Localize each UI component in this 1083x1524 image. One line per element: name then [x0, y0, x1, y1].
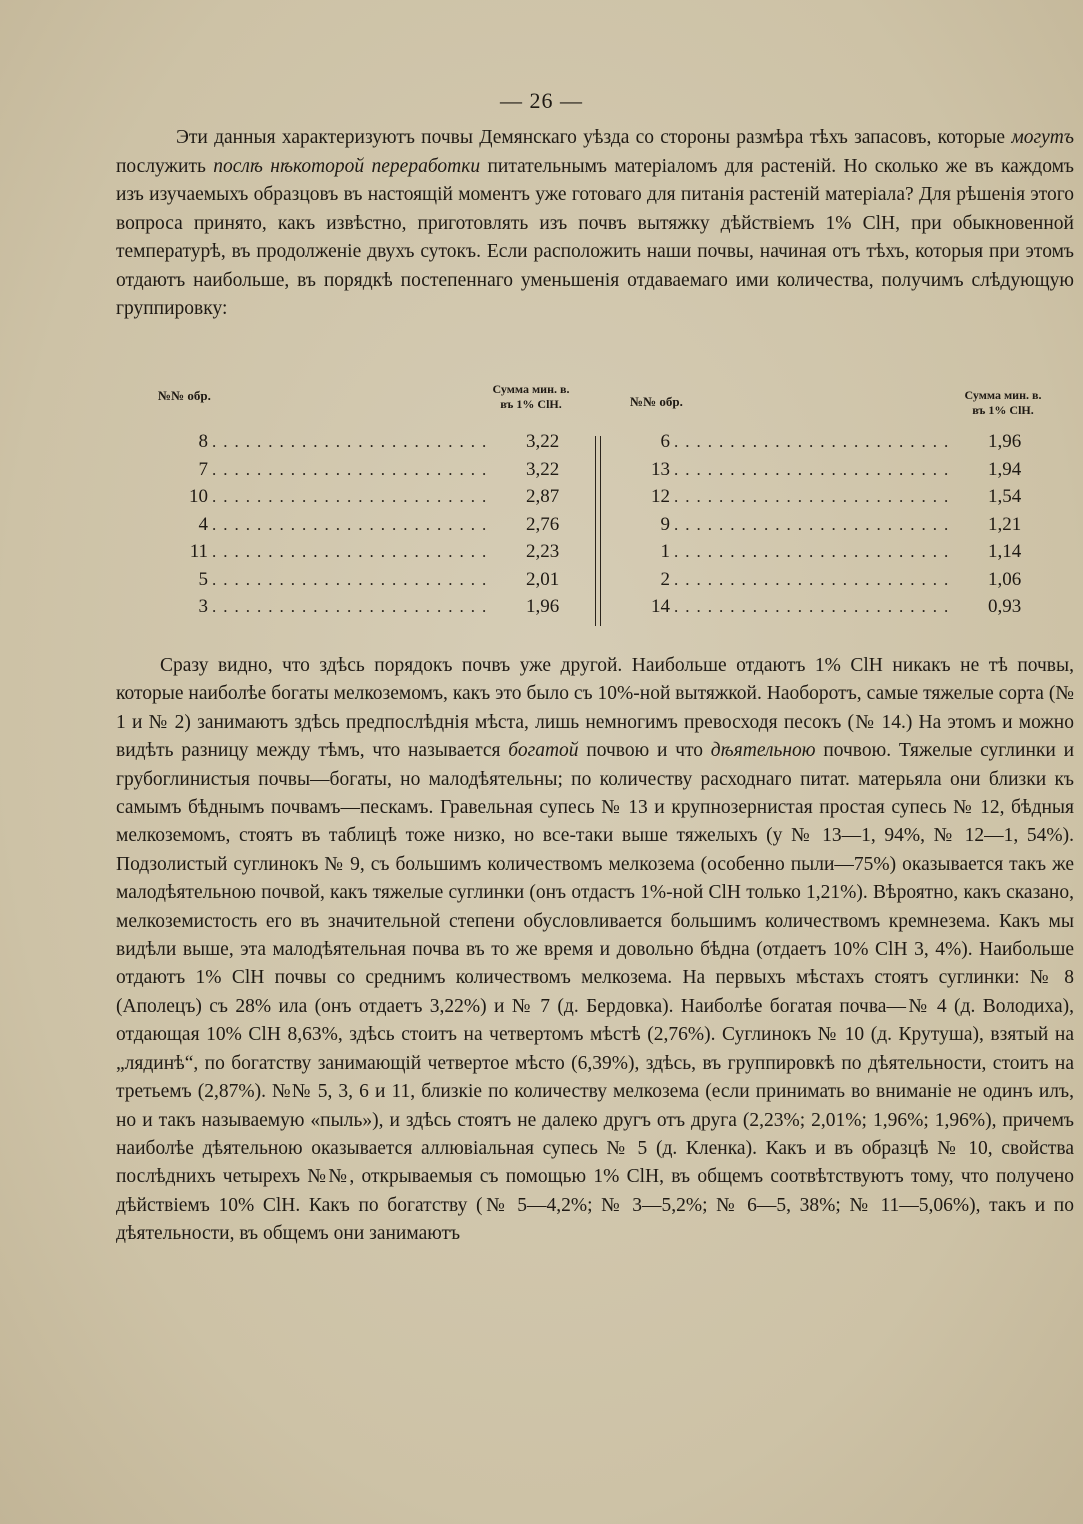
body-text-3: почвою. Тяжелые суглинки и грубоглинистыя почвы—богаты, но малодѣятельны; по количеству расходнаго питат. матерьяла они близки къ самымъ бѣднымъ почвамъ—пескамъ. Гравельная супесь № 13 и крупнозернистая простая супесь № 12, бѣдныя мелкоземомъ, стоятъ въ таблицѣ тоже низко, но все-таки выше тяжелыхъ (у № 13—1, 94%, № 12—1, 54%). Подзолистый суглинокъ № 9, съ большимъ количествомъ мелкозема (особенно пыли—75%) оказывается такъ же малодѣятельною почвой, какъ тяжелые суглинки (онъ отдастъ 1%-ной СlН только 1,21%). Вѣроятно, какъ сказано, мелкоземистость его въ значительной степени обусловливается большимъ количествомъ кремнезема. Какъ мы видѣли выше, эта малодѣятельная почва въ то же время и довольно бѣдна (отдаетъ 10% СlН 3, 4%). Наибольше отдаютъ 1% СlН почвы со среднимъ количествомъ мелкозема. На первыхъ мѣстахъ стоятъ суглинки: № 8 (Аполецъ) съ 28% ила (онъ отдаетъ 3,22%) и № 7 (д. Бердовка). Наиболѣе богатая почва—№ 4 (д. Володиха), отдающая 10% СlН 8,63%, здѣсь стоитъ на четвертомъ мѣстѣ (2,76%). Суглинокъ № 10 (д. Крутуша), взятый на „лядинѣ“, по богатству занимающій четвертое мѣсто (6,39%), здѣсь, въ группировкѣ по дѣятельности, стоитъ на третьемъ (2,87%). №№ 5, 3, 6 и 11, близкіе по количеству мелкозема (если принимать во вниманіе не одинъ илъ, но и такъ называемую «пыль»), и здѣсь стоятъ не далеко другъ отъ друга (2,23%; 2,01%; 1,96%; 1,96%), причемъ наиболѣе дѣятельною оказывается аллювіальная супесь № 5 (д. Кленка). Какъ и въ образцѣ № 10, свойства послѣднихъ четырехъ №№, открываемыя съ помощью 1% СlН, въ общемъ соотвѣтствуютъ тому, что получено дѣйствіемъ 10% СlН. Какъ по богатству (№ 5—4,2%; № 3—5,2%; № 6—5, 38%; № 11—5,06%), такъ и по дѣятельности, въ общемъ они занимаютъ: [116, 740, 1075, 1245]
table-row: [158, 593, 588, 621]
header-sum-line-1: Сумма мин. в.: [492, 382, 570, 396]
table-row: [630, 593, 1050, 621]
leader-dots: .........................: [212, 569, 494, 589]
right-rows: [630, 428, 1050, 621]
leader-dots: .........................: [674, 569, 956, 589]
sample-value: 1,94: [988, 458, 1022, 480]
sample-value: 2,01: [526, 568, 560, 590]
sample-number: 12: [651, 486, 670, 507]
sample-number: 13: [651, 458, 670, 480]
table-row: [158, 538, 588, 566]
leader-dots: .........................: [212, 459, 494, 479]
leader-dots: .........................: [212, 432, 494, 451]
body-text-1: Сразу видно, что здѣсь порядокъ почвъ уже другой. Наибольше отдаютъ 1% СlН никакъ не тѣ почвы, которые наиболѣе богаты мелкоземомъ, какъ это было съ 10%-ной вытяжкой. Наоборотъ, самые тяжелые сорта (№ 1 и № 2) занимаютъ здѣсь предпослѣднія мѣста, лишь немногимъ превосходя песокъ (№ 14.) На этомъ и можно видѣть разницу между тѣмъ, что называется: [116, 655, 1074, 762]
table-row: [158, 483, 588, 511]
leader-dots: .........................: [212, 487, 494, 506]
sample-value: 1,96: [526, 596, 560, 617]
soil-activity-table: [150, 382, 1050, 632]
leader-dots: .........................: [212, 597, 494, 616]
left-rows: [158, 428, 588, 621]
leader-dots: .........................: [674, 542, 956, 561]
sample-number: 11: [189, 541, 208, 562]
leader-dots: .........................: [674, 597, 956, 616]
leader-dots: .........................: [212, 514, 494, 534]
column-divider: [595, 436, 601, 626]
sample-number: 8: [198, 431, 208, 452]
sample-value: 0,93: [988, 596, 1022, 617]
sample-value: 3,22: [526, 458, 560, 480]
table-row: [630, 511, 1050, 539]
body-italic-2: дѣятельною: [710, 740, 816, 762]
sample-number: 2: [660, 568, 670, 590]
body-italic-1: богатой: [508, 740, 579, 762]
table-row: [158, 566, 588, 594]
sample-value: 1,54: [988, 486, 1022, 507]
sample-number: 7: [198, 458, 208, 480]
table-row: [630, 483, 1050, 511]
body-text-2: почвою и что: [578, 740, 711, 762]
sample-value: 1,06: [988, 568, 1022, 590]
leader-dots: .........................: [212, 542, 494, 561]
sample-number: 14: [651, 596, 670, 617]
table-row: [158, 511, 588, 539]
intro-paragraph: [116, 124, 1074, 324]
header-sum-line-2: въ 1% СlН.: [972, 403, 1034, 417]
table-row: [158, 428, 588, 456]
table-row: [630, 566, 1050, 594]
leader-dots: .........................: [674, 487, 956, 506]
analysis-paragraph: [116, 652, 1074, 1249]
sample-number: 4: [198, 513, 208, 535]
sample-number: 3: [198, 596, 208, 617]
header-mineral-sum: [476, 382, 586, 412]
header-mineral-sum: [948, 388, 1058, 418]
intro-text-1: Эти данныя характеризуютъ почвы Демянскаго уѣзда со стороны размѣра тѣхъ запасовъ, которые: [176, 127, 1012, 148]
header-sample-number: №№ обр.: [158, 388, 211, 403]
sample-value: 1,96: [988, 431, 1022, 452]
intro-text-2: послужить: [116, 155, 214, 177]
sample-value: 3,22: [526, 431, 560, 452]
sample-value: 2,87: [526, 486, 560, 507]
sample-value: 2,76: [526, 513, 560, 535]
header-sum-line-1: Сумма мин. в.: [964, 388, 1042, 402]
header-sum-line-2: въ 1% СlН.: [500, 397, 562, 411]
intro-text-3: питательнымъ матеріаломъ для растеній. Но сколько же въ каждомъ изъ изучаемыхъ образцовъ въ настоящій моментъ уже готоваго для питанія растеній матеріала? Для рѣшенія этого вопроса принято, какъ извѣстно, приготовлять изъ почвъ вытяжку дѣйствіемъ 1% СlН, при обыкновенной температурѣ, въ продолженіе двухъ сутокъ. Если расположить наши почвы, начиная отъ тѣхъ, которыя при этомъ отдаютъ наибольше, въ порядкѣ постепеннаго уменьшенія отдаваемаго ими количества, получимъ слѣдующую группировку:: [116, 155, 1075, 319]
leader-dots: .........................: [674, 432, 956, 451]
sample-number: 1: [660, 541, 670, 562]
intro-italic-1: могутъ: [1011, 127, 1074, 148]
table-row: [630, 538, 1050, 566]
table-row: [630, 456, 1050, 484]
sample-number: 10: [189, 486, 208, 507]
leader-dots: .........................: [674, 459, 956, 479]
sample-value: 1,21: [988, 513, 1022, 535]
header-sample-number: №№ обр.: [630, 394, 683, 409]
sample-number: 6: [660, 431, 670, 452]
table-row: [158, 456, 588, 484]
leader-dots: .........................: [674, 514, 956, 534]
sample-value: 2,23: [526, 541, 560, 562]
page-number: — 26 —: [500, 88, 583, 113]
sample-number: 9: [660, 513, 670, 535]
intro-italic-2: послѣ нѣкоторой переработки: [213, 155, 481, 177]
sample-value: 1,14: [988, 541, 1022, 562]
table-row: [630, 428, 1050, 456]
sample-number: 5: [198, 568, 208, 590]
